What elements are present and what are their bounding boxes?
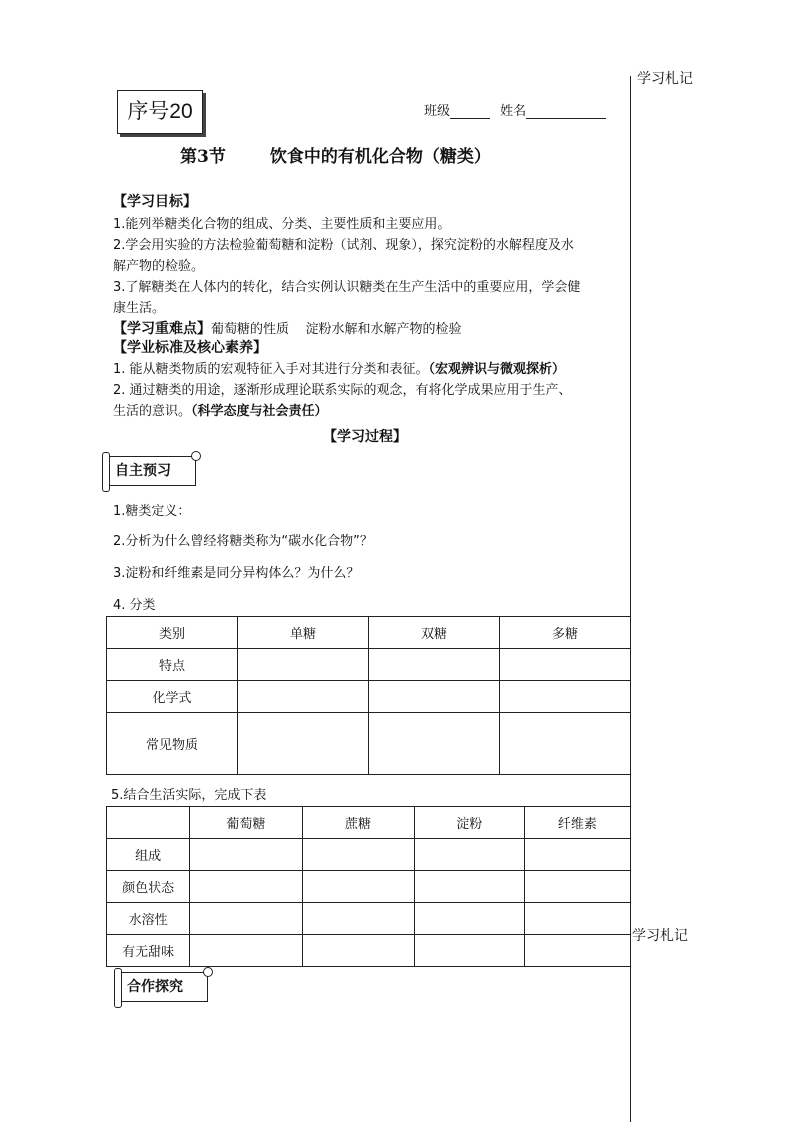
answer-cell[interactable] — [500, 681, 631, 713]
name-label: 姓名 — [500, 104, 527, 119]
answer-cell[interactable] — [302, 903, 414, 935]
answer-cell[interactable] — [500, 713, 631, 775]
table-header-cell: 淀粉 — [414, 807, 524, 839]
table-header-cell: 多糖 — [500, 617, 631, 649]
table-header-cell: 蔗糖 — [302, 807, 414, 839]
answer-cell[interactable] — [369, 681, 500, 713]
process-heading: 【学习过程】 — [323, 429, 407, 445]
table-header-cell: 单糖 — [238, 617, 369, 649]
standards-text: 1. 能从糖类物质的宏观特征入手对其进行分类和表征。 — [113, 362, 429, 377]
class-label: 班级 — [424, 104, 451, 119]
table-header-cell: 葡萄糖 — [190, 807, 302, 839]
standards-line-3 — [113, 400, 328, 419]
row-label: 颜色状态 — [107, 871, 190, 903]
goal-line: 解产物的检验。 — [113, 259, 205, 274]
preview-banner: 自主预习 — [106, 456, 196, 486]
properties-table — [106, 806, 631, 967]
answer-cell[interactable] — [238, 649, 369, 681]
class-name-line — [424, 100, 606, 119]
table-row — [107, 649, 631, 681]
answer-cell[interactable] — [414, 871, 524, 903]
answer-cell[interactable] — [302, 839, 414, 871]
standards-text: 生活的意识。 — [113, 404, 192, 419]
answer-cell[interactable] — [524, 935, 630, 967]
section-number: 第3节 — [180, 147, 226, 167]
table-header-cell — [107, 807, 190, 839]
answer-cell[interactable] — [369, 649, 500, 681]
table-row — [107, 681, 631, 713]
serial-number-box: 序号20 — [117, 90, 203, 134]
goal-line: 2.学会用实验的方法检验葡萄糖和淀粉（试剂、现象），探究淀粉的水解程度及水 — [113, 238, 574, 253]
name-blank[interactable] — [526, 105, 606, 119]
row-label: 化学式 — [107, 681, 238, 713]
answer-cell[interactable] — [190, 871, 302, 903]
side-note-label-bottom: 学习札记 — [632, 928, 688, 944]
table-row — [107, 903, 631, 935]
answer-cell[interactable] — [190, 935, 302, 967]
key-points-line — [113, 318, 462, 338]
table-header-cell: 纤维素 — [524, 807, 630, 839]
goal-line: 康生活。 — [113, 301, 166, 316]
answer-cell[interactable] — [302, 935, 414, 967]
answer-cell[interactable] — [524, 839, 630, 871]
table-row — [107, 839, 631, 871]
answer-cell[interactable] — [524, 871, 630, 903]
key-points-heading: 【学习重难点】 — [113, 321, 211, 337]
question-1: 1.糖类定义： — [113, 504, 191, 519]
answer-cell[interactable] — [238, 681, 369, 713]
row-label: 特点 — [107, 649, 238, 681]
table-row — [107, 871, 631, 903]
answer-cell[interactable] — [414, 903, 524, 935]
question-3: 3.淀粉和纤维素是同分异构体么？为什么？ — [113, 566, 360, 581]
literacy-tag: （宏观辨识与微观探析） — [428, 362, 566, 377]
row-label: 水溶性 — [107, 903, 190, 935]
answer-cell[interactable] — [369, 713, 500, 775]
answer-cell[interactable] — [190, 903, 302, 935]
table-row — [107, 713, 631, 775]
question-5: 5.结合生活实际，完成下表 — [111, 788, 267, 803]
answer-cell[interactable] — [414, 935, 524, 967]
question-4: 4. 分类 — [113, 598, 156, 613]
answer-cell[interactable] — [190, 839, 302, 871]
table-header-cell: 类别 — [107, 617, 238, 649]
explore-banner: 合作探究 — [118, 972, 208, 1002]
classification-table — [106, 616, 631, 775]
side-note-label-top: 学习札记 — [637, 71, 693, 87]
table-header-row — [107, 807, 631, 839]
table-header-row — [107, 617, 631, 649]
answer-cell[interactable] — [524, 903, 630, 935]
question-2: 2.分析为什么曾经将糖类称为“碳水化合物”？ — [113, 534, 373, 549]
table-header-cell: 双糖 — [369, 617, 500, 649]
answer-cell[interactable] — [500, 649, 631, 681]
title-text: 饮食中的有机化合物（糖类） — [269, 147, 491, 167]
literacy-tag: （科学态度与社会责任） — [191, 404, 328, 419]
standards-line-1 — [113, 358, 565, 377]
standards-heading: 【学业标准及核心素养】 — [113, 340, 267, 356]
answer-cell[interactable] — [302, 871, 414, 903]
page-title — [180, 142, 491, 167]
answer-cell[interactable] — [414, 839, 524, 871]
standards-line-2: 2. 通过糖类的用途，逐渐形成理论联系实际的观念，有将化学成果应用于生产、 — [113, 383, 572, 398]
goal-line: 1.能列举糖类化合物的组成、分类、主要性质和主要应用。 — [113, 217, 451, 232]
table-row — [107, 935, 631, 967]
row-label: 组成 — [107, 839, 190, 871]
answer-cell[interactable] — [238, 713, 369, 775]
row-label: 常见物质 — [107, 713, 238, 775]
goal-line: 3.了解糖类在人体内的转化，结合实例认识糖类在生产生活中的重要应用，学会健 — [113, 280, 581, 295]
goals-heading: 【学习目标】 — [113, 194, 197, 210]
class-blank[interactable] — [450, 105, 490, 119]
key-points-text: 葡萄糖的性质 淀粉水解和水解产物的检验 — [211, 322, 462, 337]
row-label: 有无甜味 — [107, 935, 190, 967]
